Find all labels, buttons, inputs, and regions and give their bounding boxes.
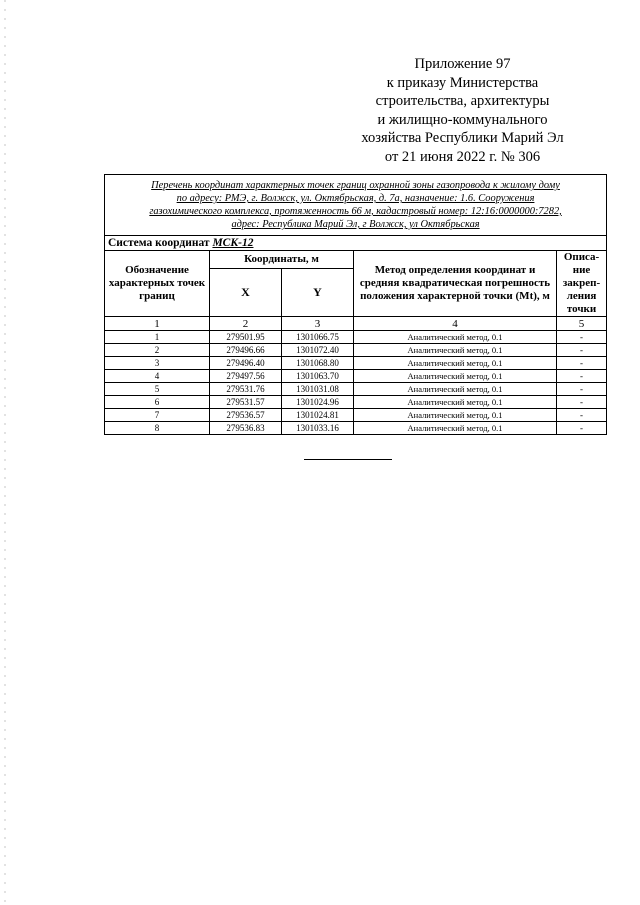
cell-description: - bbox=[557, 331, 607, 344]
coordinates-table bbox=[104, 174, 607, 435]
cell-method: Аналитический метод, 0.1 bbox=[354, 370, 557, 383]
header-x: X bbox=[210, 268, 282, 316]
table-title-line: по адресу: РМЭ, г. Волжск, ул. Октябрьская, д. 7а, назначение: 1.6. Сооружения bbox=[176, 193, 535, 204]
cell-point: 6 bbox=[105, 396, 210, 409]
cell-description: - bbox=[557, 344, 607, 357]
cell-method: Аналитический метод, 0.1 bbox=[354, 357, 557, 370]
cell-method: Аналитический метод, 0.1 bbox=[354, 383, 557, 396]
cell-x: 279501.95 bbox=[210, 331, 282, 344]
header-method: Метод определения координат и средняя квадратическая погрешность положения характерной точки (Mt), м bbox=[354, 251, 557, 317]
table-row bbox=[105, 383, 607, 396]
cell-point: 5 bbox=[105, 383, 210, 396]
header-point: Обозначение характерных точек границ bbox=[105, 251, 210, 317]
end-divider-line bbox=[304, 459, 392, 460]
cell-point: 3 bbox=[105, 357, 210, 370]
cell-x: 279536.57 bbox=[210, 409, 282, 422]
cell-description: - bbox=[557, 422, 607, 435]
cell-x: 279531.76 bbox=[210, 383, 282, 396]
cell-x: 279496.40 bbox=[210, 357, 282, 370]
table-row bbox=[105, 396, 607, 409]
header-description: Описа-ние закреп-ления точки bbox=[557, 251, 607, 317]
cell-y: 1301031.08 bbox=[282, 383, 354, 396]
column-number: 1 bbox=[105, 317, 210, 331]
cell-point: 1 bbox=[105, 331, 210, 344]
cell-method: Аналитический метод, 0.1 bbox=[354, 422, 557, 435]
cell-point: 4 bbox=[105, 370, 210, 383]
cell-y: 1301066.75 bbox=[282, 331, 354, 344]
cell-point: 8 bbox=[105, 422, 210, 435]
cell-method: Аналитический метод, 0.1 bbox=[354, 409, 557, 422]
cell-description: - bbox=[557, 396, 607, 409]
cell-y: 1301068.80 bbox=[282, 357, 354, 370]
table-title bbox=[105, 175, 607, 236]
cell-method: Аналитический метод, 0.1 bbox=[354, 344, 557, 357]
cell-y: 1301024.81 bbox=[282, 409, 354, 422]
cell-description: - bbox=[557, 383, 607, 396]
cell-method: Аналитический метод, 0.1 bbox=[354, 331, 557, 344]
header-coords: Координаты, м bbox=[210, 251, 354, 269]
table-row bbox=[105, 331, 607, 344]
cell-x: 279531.57 bbox=[210, 396, 282, 409]
cell-point: 2 bbox=[105, 344, 210, 357]
appendix-header-line: и жилищно-коммунального bbox=[377, 111, 548, 128]
table-row bbox=[105, 370, 607, 383]
table-row bbox=[105, 422, 607, 435]
scan-edge-artifact bbox=[4, 0, 6, 905]
column-number: 4 bbox=[354, 317, 557, 331]
appendix-header bbox=[340, 55, 585, 166]
appendix-header-line: хозяйства Республики Марий Эл bbox=[361, 130, 564, 146]
table-row bbox=[105, 409, 607, 422]
column-number: 3 bbox=[282, 317, 354, 331]
cell-y: 1301024.96 bbox=[282, 396, 354, 409]
column-number-row bbox=[105, 317, 607, 331]
table-row bbox=[105, 344, 607, 357]
appendix-header-line: от 21 июня 2022 г. № 306 bbox=[384, 148, 541, 165]
coordinate-system bbox=[105, 236, 607, 251]
table-title-line: газохимического комплекса, протяженность 66 м, кадастровый номер: 12:16:0000000:7282, bbox=[149, 206, 562, 217]
appendix-header-line: Приложение 97 bbox=[414, 56, 511, 72]
table-title-line: Перечень координат характерных точек границ охранной зоны газопровода к жилому дому bbox=[151, 180, 560, 191]
cell-description: - bbox=[557, 357, 607, 370]
cell-description: - bbox=[557, 370, 607, 383]
coordinate-system-label: Система координат bbox=[108, 236, 210, 249]
coordinate-system-value: МСК-12 bbox=[212, 236, 254, 249]
cell-y: 1301072.40 bbox=[282, 344, 354, 357]
cell-description: - bbox=[557, 409, 607, 422]
cell-x: 279497.56 bbox=[210, 370, 282, 383]
cell-x: 279496.66 bbox=[210, 344, 282, 357]
table-title-line: адрес: Республика Марий Эл, г Волжск, ул Октябрьская bbox=[231, 219, 480, 230]
cell-y: 1301033.16 bbox=[282, 422, 354, 435]
appendix-header-line: строительства, архитектуры bbox=[375, 93, 550, 109]
header-y: Y bbox=[282, 268, 354, 316]
table-row bbox=[105, 357, 607, 370]
cell-x: 279536.83 bbox=[210, 422, 282, 435]
column-number: 2 bbox=[210, 317, 282, 331]
cell-method: Аналитический метод, 0.1 bbox=[354, 396, 557, 409]
cell-y: 1301063.70 bbox=[282, 370, 354, 383]
cell-point: 7 bbox=[105, 409, 210, 422]
appendix-header-line: к приказу Министерства bbox=[386, 74, 539, 91]
column-number: 5 bbox=[557, 317, 607, 331]
